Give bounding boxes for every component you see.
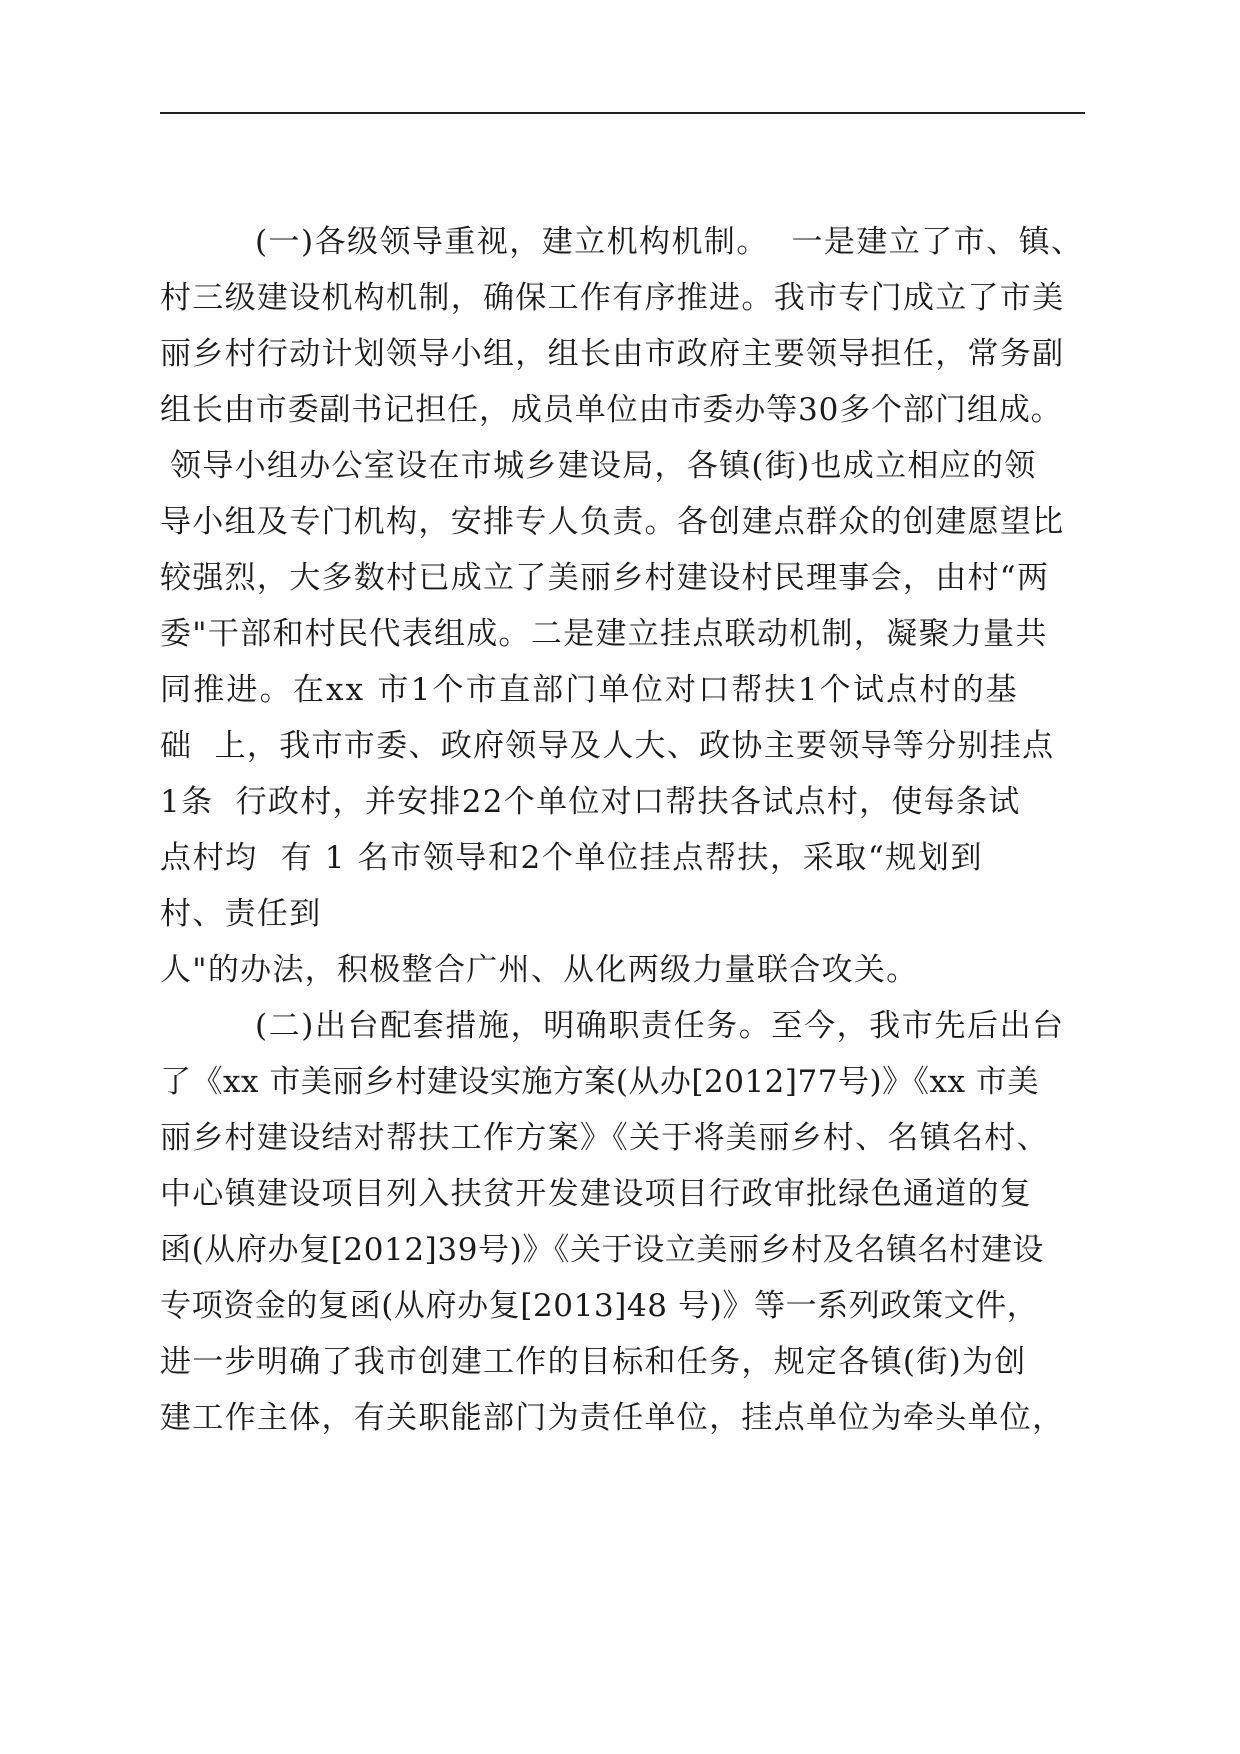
header-rule	[160, 112, 1085, 114]
text-line-17: 丽乡村建设结对帮扶工作方案》《关于将美丽乡村、名镇名村、	[160, 1120, 1049, 1156]
text-line-21: 进一步明确了我市创建工作的目标和任务，规定各镇(街)为创	[160, 1344, 1027, 1380]
text-line-4: 组长由市委副书记担任，成员单位由市委办等30多个部门组成。	[160, 392, 1063, 428]
text-line-16: 了《xx 市美丽乡村建设实施方案(从办[2012]77号)》《xx 市美	[160, 1064, 1039, 1100]
text-line-19: 函(从府办复[2012]39号)》《关于设立美丽乡村及名镇名村建设	[160, 1232, 1045, 1268]
text-line-6: 导小组及专门机构，安排专人负责。各创建点群众的创建愿望比	[160, 504, 1065, 540]
text-line-12: 点村均 有 1 名市领导和2个单位挂点帮扶，采取“规划到	[160, 840, 984, 876]
text-line-22: 建工作主体，有关职能部门为责任单位，挂点单位为牵头单位，	[160, 1400, 1065, 1436]
text-line-3: 丽乡村行动计划领导小组，组长由市政府主要领导担任，常务副	[160, 336, 1065, 372]
text-line-13: 村、责任到	[160, 896, 322, 932]
text-line-15: (二)出台配套措施，明确职责任务。至今，我市先后出台	[255, 1008, 1065, 1044]
text-line-1: (一)各级领导重视，建立机构机制。 一是建立了市、镇、	[255, 224, 1084, 260]
text-line-10: 础 上，我市市委、政府领导及人大、政协主要领导等分别挂点	[160, 728, 1055, 764]
text-line-7: 较强烈，大多数村已成立了美丽乡村建设村民理事会，由村“两	[160, 560, 1050, 596]
text-line-8: 委"干部和村民代表组成。二是建立挂点联动机制，凝聚力量共	[160, 616, 1048, 652]
text-line-5: 领导小组办公室设在市城乡建设局，各镇(街)也成立相应的领	[170, 448, 1037, 484]
text-line-2: 村三级建设机构机制，确保工作有序推进。我市专门成立了市美	[160, 280, 1065, 316]
text-line-9: 同推进。在xx 市1个市直部门单位对口帮扶1个试点村的基	[160, 672, 1019, 708]
text-line-18: 中心镇建设项目列入扶贫开发建设项目行政审批绿色通道的复	[160, 1176, 1033, 1212]
text-line-20: 专项资金的复函(从府办复[2013]48 号)》等一系列政策文件，	[160, 1288, 1039, 1324]
text-line-11: 1条 行政村，并安排22个单位对口帮扶各试点村，使每条试	[160, 784, 1021, 820]
text-line-14: 人"的办法，积极整合广州、从化两级力量联合攻关。	[160, 952, 919, 988]
